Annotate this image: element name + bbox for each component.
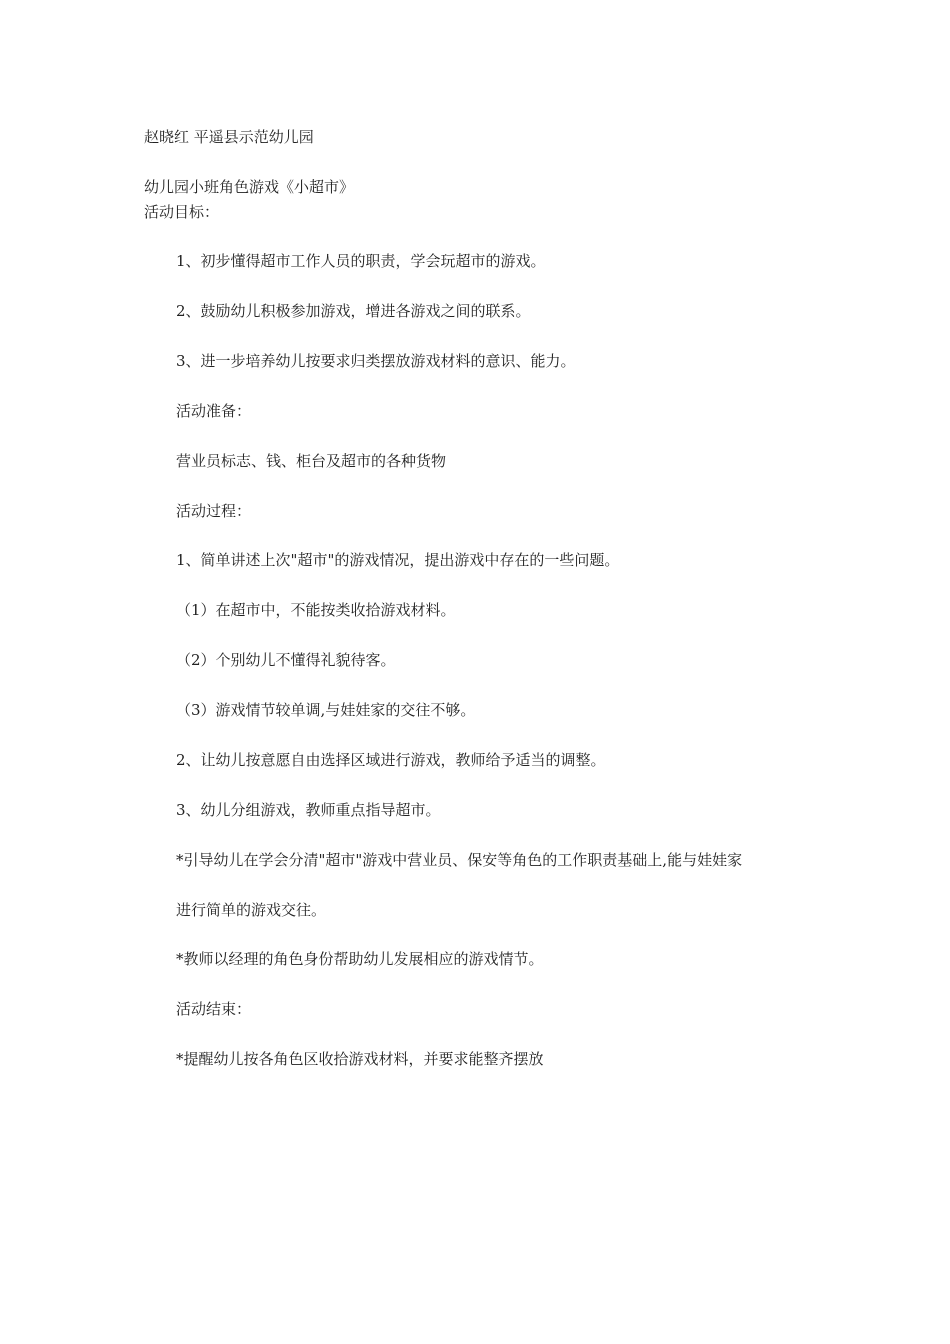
end-heading: 活动结束： <box>176 1000 252 1018</box>
process-item: （2）个别幼儿不懂得礼貌待客。 <box>176 651 396 669</box>
prep-heading: 活动准备： <box>176 402 252 420</box>
process-item: 2、让幼儿按意愿自由选择区域进行游戏，教师给予适当的调整。 <box>176 751 606 769</box>
process-item: *教师以经理的角色身份帮助幼儿发展相应的游戏情节。 <box>176 950 544 968</box>
process-item: *引导幼儿在学会分清"超市"游戏中营业员、保安等角色的工作职责基础上,能与娃娃家 <box>176 851 743 869</box>
process-item: 进行简单的游戏交往。 <box>176 901 327 919</box>
goal-item: 2、鼓励幼儿积极参加游戏，增进各游戏之间的联系。 <box>176 302 531 320</box>
goal-item: 1、初步懂得超市工作人员的职责，学会玩超市的游戏。 <box>176 252 546 270</box>
end-text: *提醒幼儿按各角色区收拾游戏材料，并要求能整齐摆放 <box>176 1050 544 1068</box>
process-item: 1、简单讲述上次"超市"的游戏情况，提出游戏中存在的一些问题。 <box>176 551 620 569</box>
goals-heading: 活动目标： <box>144 203 220 221</box>
process-heading: 活动过程： <box>176 502 252 520</box>
goal-item: 3、进一步培养幼儿按要求归类摆放游戏材料的意识、能力。 <box>176 352 576 370</box>
author-line: 赵晓红 平遥县示范幼儿园 <box>144 128 314 146</box>
document-title: 幼儿园小班角色游戏《小超市》 <box>144 178 355 196</box>
prep-text: 营业员标志、钱、柜台及超市的各种货物 <box>176 452 447 470</box>
process-item: 3、幼儿分组游戏，教师重点指导超市。 <box>176 801 441 819</box>
process-item: （3）游戏情节较单调,与娃娃家的交往不够。 <box>176 701 476 719</box>
process-item: （1）在超市中，不能按类收拾游戏材料。 <box>176 601 456 619</box>
